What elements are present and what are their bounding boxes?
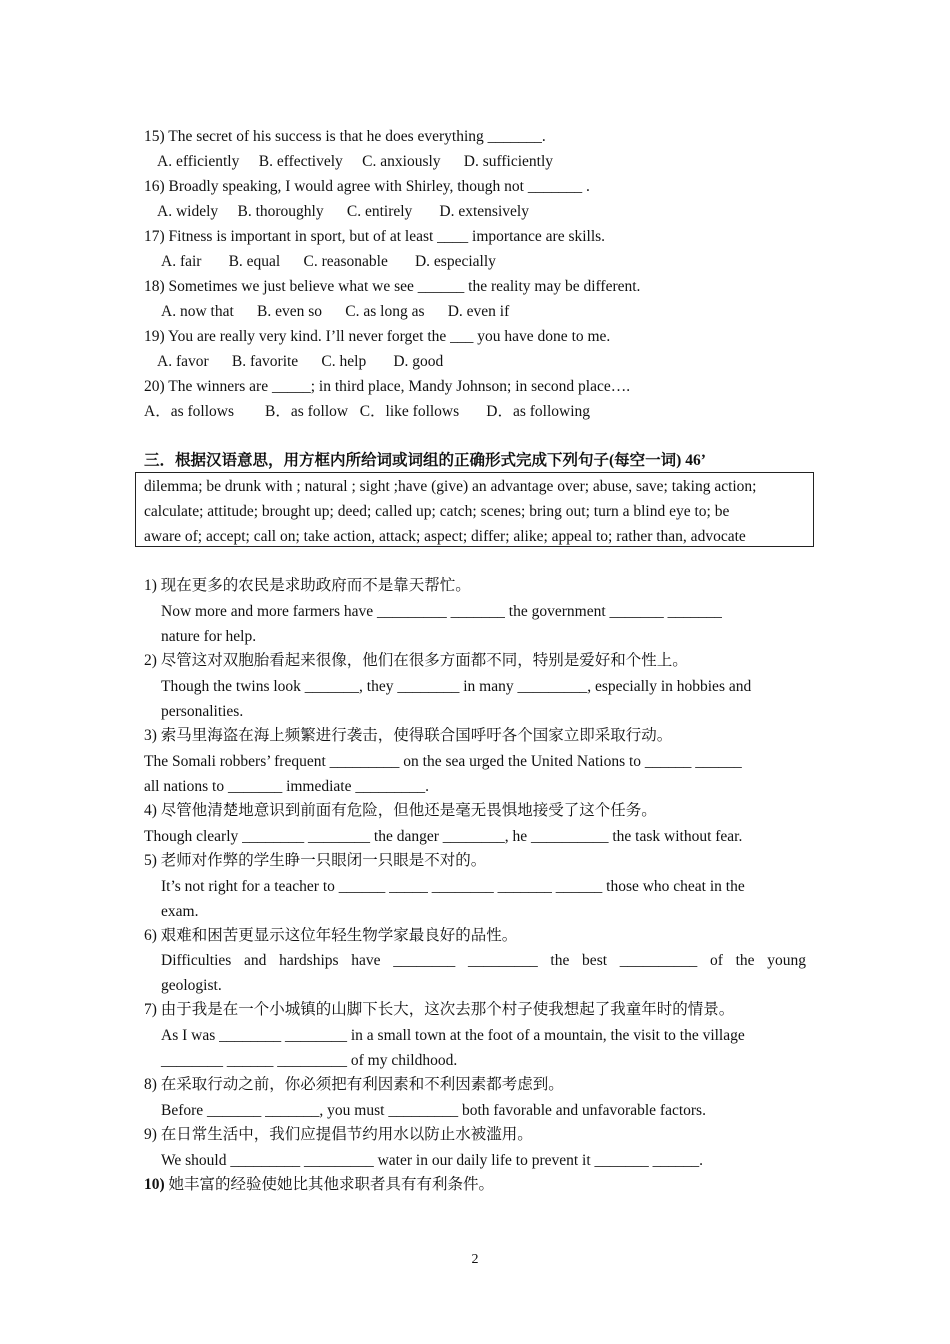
item-4-chinese [144,801,657,821]
chinese-prompt: 现在更多的农民是求助政府而不是靠天帮忙。 [160,577,471,594]
chinese-prompt: 尽管他清楚地意识到前面有危险，但他还是毫无畏惧地接受了这个任务。 [160,802,657,819]
options-19: A. favor B. favorite C. help D. good [157,353,444,370]
item-4-english-line-1: Though clearly ________ ________ the danger ________, he __________ the task without fear. [144,828,743,845]
item-number: 9) [144,1126,157,1143]
item-5-chinese [144,851,486,871]
item-6-chinese [144,926,517,946]
item-7-chinese [144,1000,734,1020]
item-number: 1) [144,577,157,594]
chinese-prompt: 索马里海盗在海上频繁进行袭击，使得联合国呼吁各个国家立即采取行动。 [160,727,673,744]
question-19: 19) You are really very kind. I’ll never forget the ___ you have done to me. [144,328,611,345]
item-3-chinese [144,726,672,746]
item-8-english-line-1: Before _______ _______, you must _________ both favorable and unfavorable factors. [161,1102,706,1119]
item-number: 2) [144,652,157,669]
word-box-line-3: aware of; accept; call on; take action, attack; aspect; differ; alike; appeal to; rather than, advocate [144,528,746,545]
item-1-english-line-1: Now more and more farmers have _________ _______ the government _______ _______ [161,603,722,620]
item-1-chinese [144,576,471,596]
chinese-prompt: 由于我是在一个小城镇的山脚下长大，这次去那个村子使我想起了我童年时的情景。 [160,1001,735,1018]
options-20: A．as follows B．as follow C．like follows D．as following [144,403,591,420]
chinese-prompt: 艰难和困苦更显示这位年轻生物学家最良好的品性。 [160,927,518,944]
item-1-english-line-2: nature for help. [161,628,257,645]
page-number: 2 [471,1252,479,1267]
item-8-chinese [144,1075,564,1095]
item-number: 10) [144,1176,165,1193]
item-number: 6) [144,927,157,944]
options-15: A. efficiently B. effectively C. anxiously D. sufficiently [157,153,554,170]
item-6-english-line-1: Difficulties and hardships have ________ _________ the best __________ of the young [161,952,806,969]
item-number: 8) [144,1076,157,1093]
item-2-english-line-2: personalities. [161,703,244,720]
item-7-english-line-2: ________ ______ _________ of my childhood. [161,1052,458,1069]
question-16: 16) Broadly speaking, I would agree with Shirley, though not _______ . [144,178,590,195]
options-17: A. fair B. equal C. reasonable D. especially [161,253,496,270]
item-number: 5) [144,852,157,869]
options-16: A. widely B. thoroughly C. entirely D. extensively [157,203,529,220]
item-number: 7) [144,1001,157,1018]
item-9-english-line-1: We should _________ _________ water in our daily life to prevent it _______ ______. [161,1152,704,1169]
item-7-english-line-1: As I was ________ ________ in a small town at the foot of a mountain, the visit to the village [161,1027,745,1044]
item-5-english-line-2: exam. [161,903,199,920]
question-15: 15) The secret of his success is that he does everything _______. [144,128,546,145]
item-6-english-line-2: geologist. [161,977,222,994]
options-18: A. now that B. even so C. as long as D. even if [161,303,510,320]
item-number: 4) [144,802,157,819]
item-5-english-line-1: It’s not right for a teacher to ______ _____ ________ _______ ______ those who cheat in the [161,878,745,895]
word-box-line-2: calculate; attitude; brought up; deed; called up; catch; scenes; bring out; turn a blind eye to; be [144,503,730,520]
chinese-prompt: 在日常生活中，我们应提倡节约用水以防止水被滥用。 [160,1126,533,1143]
item-2-chinese [144,651,688,671]
item-3-english-line-1: The Somali robbers’ frequent _________ on the sea urged the United Nations to ______ ______ [144,753,742,770]
chinese-prompt: 她丰富的经验使她比其他求职者具有有利条件。 [168,1176,495,1193]
item-number: 3) [144,727,157,744]
item-9-chinese [144,1125,533,1145]
question-18: 18) Sometimes we just believe what we see ______ the reality may be different. [144,278,641,295]
question-17: 17) Fitness is important in sport, but of at least ____ importance are skills. [144,228,606,245]
chinese-prompt: 在采取行动之前，你必须把有利因素和不利因素都考虑到。 [160,1076,564,1093]
section-heading: 三．根据汉语意思，用方框内所给词或词组的正确形式完成下列句子(每空一词) 46’ [144,452,706,469]
chinese-prompt: 尽管这对双胞胎看起来很像，他们在很多方面都不同，特别是爱好和个性上。 [160,652,688,669]
item-2-english-line-1: Though the twins look _______, they ________ in many _________, especially in hobbies and [161,678,752,695]
item-10-chinese [144,1175,494,1195]
question-20: 20) The winners are _____; in third place, Mandy Johnson; in second place…. [144,378,631,395]
word-box-line-1: dilemma; be drunk with ; natural ; sight ;have (give) an advantage over; abuse, save; taking action; [144,478,757,495]
chinese-prompt: 老师对作弊的学生睁一只眼闭一只眼是不对的。 [160,852,487,869]
item-3-english-line-2: all nations to _______ immediate _________. [144,778,429,795]
